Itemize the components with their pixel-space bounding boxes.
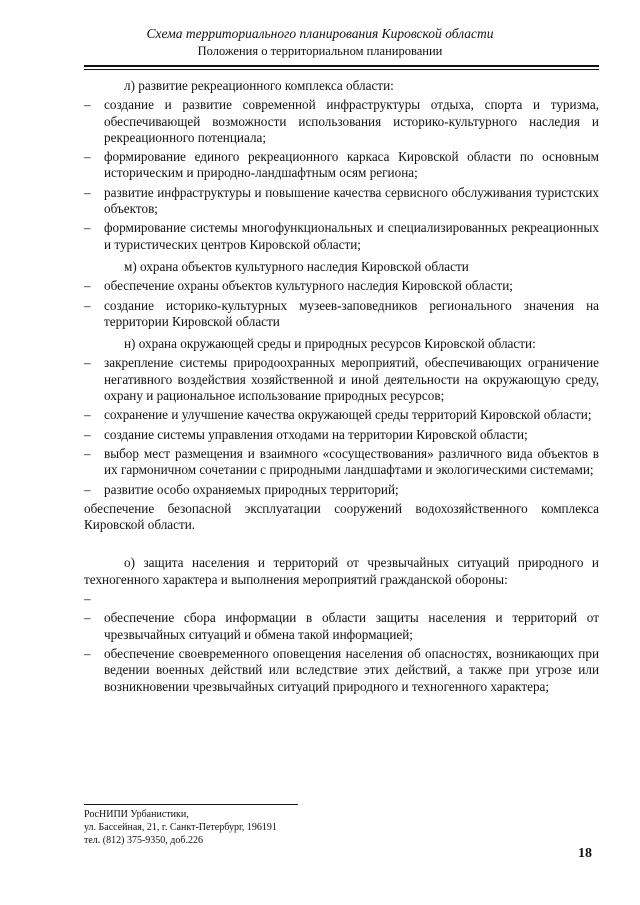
list-item: – создание системы управления отходами на территории Кировской области; (84, 427, 599, 443)
section-heading: м) охрана объектов культурного наследия Кировской области (124, 258, 469, 274)
bullet-list (84, 97, 599, 253)
header-title: Схема территориального планирования Кировской области (146, 26, 494, 41)
section-heading: о) защита населения и территорий от чрезвычайных ситуаций природного и техногенного характера и выполнения мероприятий гражданской обороны: (84, 555, 599, 587)
footer-rule (84, 804, 298, 805)
list-item: – развитие инфраструктуры и повышение качества сервисного обслуживания туристских объектов; (84, 185, 599, 218)
header-rule-thick (84, 65, 599, 67)
header-rule-thin (84, 69, 599, 70)
section-heading: н) охрана окружающей среды и природных ресурсов Кировской области: (124, 336, 536, 352)
bullet-list (84, 355, 599, 497)
list-item: – выбор мест размещения и взаимного «сосуществования» различного вида объектов в их гармоничном сочетании с природными ландшафтами и экологическими системами; (84, 446, 599, 479)
list-item: – создание и развитие современной инфраструктуры отдыха, спорта и туризма, обеспечивающей возможности использования историко-культурного наследия и рекреационного потенциала; (84, 97, 599, 146)
footer-org: РосНИПИ Урбанистики, (84, 809, 189, 820)
paragraph: обеспечение безопасной эксплуатации сооружений водохозяйственного комплекса Кировской области. (84, 500, 599, 533)
body-text (84, 78, 599, 698)
section-heading: л) развитие рекреационного комплекса области: (124, 78, 394, 93)
list-item: – сохранение и улучшение качества окружающей среды территорий Кировской области; (84, 407, 599, 423)
footer-phone: тел. (812) 375-9350, доб.226 (84, 835, 203, 846)
footer (84, 808, 277, 847)
bullet-list (84, 278, 599, 330)
list-item: – обеспечение охраны объектов культурного наследия Кировской области; (84, 278, 599, 294)
list-item: – формирование системы многофункциональных и специализированных рекреационных и туристических центров Кировской области; (84, 220, 599, 253)
header-subtitle: Положения о территориальном планировании (197, 44, 443, 58)
list-item: – формирование единого рекреационного каркаса Кировской области по основным историческим и природно-ландшафтным осям региона; (84, 149, 599, 182)
page-number: 18 (578, 846, 592, 861)
bullet-list (84, 591, 599, 695)
list-item: – обеспечение своевременного оповещения населения об опасностях, возникающих при ведении военных действий или вследствие этих действий, а также при угрозе или возникновении чрезвычайных ситуаций природного и техногенного характера; (84, 646, 599, 695)
list-item (84, 591, 599, 607)
list-item: – развитие особо охраняемых природных территорий; (84, 482, 599, 498)
list-item: – закрепление системы природоохранных мероприятий, обеспечивающих ограничение негативного воздействия хозяйственной и иной деятельности на окружающую среду, охрану и рациональное использование природных ресурсов; (84, 355, 599, 404)
footer-address: ул. Бассейная, 21, г. Санкт-Петербург, 196191 (84, 822, 277, 833)
list-item: – обеспечение сбора информации в области защиты населения и территорий от чрезвычайных ситуаций и обмена такой информацией; (84, 610, 599, 643)
list-item: – создание историко-культурных музеев-заповедников регионального значения на территории Кировской области (84, 298, 599, 331)
